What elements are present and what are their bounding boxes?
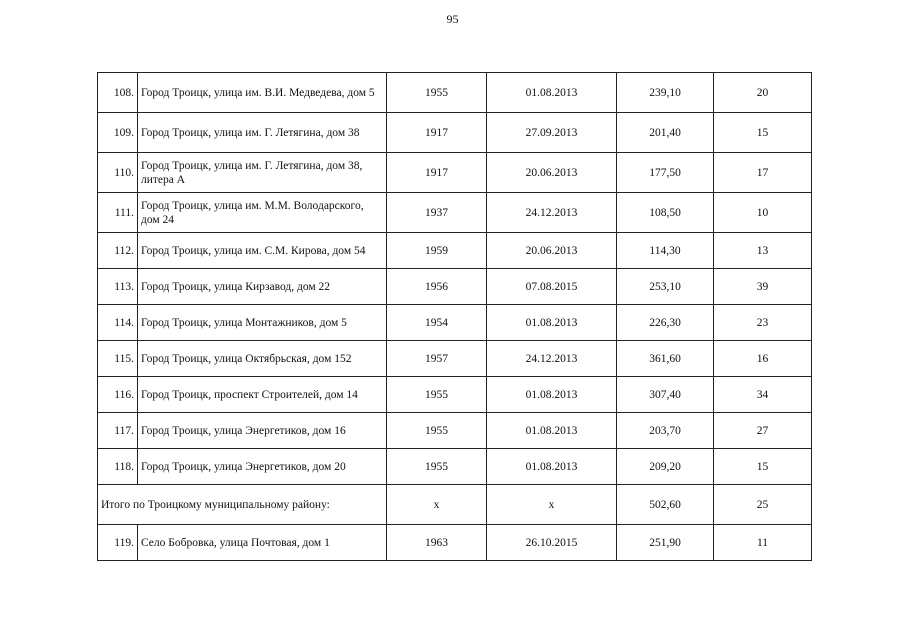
row-date: 01.08.2013 [487,305,617,341]
table-row [98,193,812,233]
row-address: Город Троицк, улица Энергетиков, дом 16 [138,413,387,449]
row-date: 20.06.2013 [487,233,617,269]
table-row [98,113,812,153]
row-number: 108. [98,73,138,113]
row-date: 01.08.2013 [487,73,617,113]
row-number: 110. [98,153,138,193]
row-area: 253,10 [617,269,714,305]
row-address: Город Троицк, улица Кирзавод, дом 22 [138,269,387,305]
row-number: 116. [98,377,138,413]
total-date: х [487,485,617,525]
table-body [98,73,812,561]
table-row [98,305,812,341]
row-date: 01.08.2013 [487,377,617,413]
row-area: 114,30 [617,233,714,269]
table-row [98,413,812,449]
row-area: 209,20 [617,449,714,485]
row-year: 1917 [387,113,487,153]
row-year: 1956 [387,269,487,305]
row-area: 108,50 [617,193,714,233]
row-area: 177,50 [617,153,714,193]
table-row [98,525,812,561]
row-count: 17 [714,153,812,193]
row-number: 119. [98,525,138,561]
row-count: 10 [714,193,812,233]
row-address: Город Троицк, улица им. В.И. Медведева, дом 5 [138,73,387,113]
table-row [98,269,812,305]
table-row [98,341,812,377]
row-year: 1955 [387,449,487,485]
total-year: х [387,485,487,525]
row-address: Город Троицк, улица им. М.М. Володарского, дом 24 [138,193,387,233]
row-year: 1954 [387,305,487,341]
row-date: 01.08.2013 [487,413,617,449]
row-address: Город Троицк, улица Монтажников, дом 5 [138,305,387,341]
row-address: Город Троицк, улица им. Г. Летягина, дом 38, литера А [138,153,387,193]
row-number: 111. [98,193,138,233]
total-area: 502,60 [617,485,714,525]
total-label: Итого по Троицкому муниципальному району: [98,485,387,525]
row-date: 24.12.2013 [487,341,617,377]
row-number: 112. [98,233,138,269]
row-count: 16 [714,341,812,377]
row-address: Город Троицк, улица Октябрьская, дом 152 [138,341,387,377]
row-year: 1963 [387,525,487,561]
row-count: 11 [714,525,812,561]
total-row [98,485,812,525]
table-row [98,233,812,269]
row-address: Город Троицк, проспект Строителей, дом 14 [138,377,387,413]
row-number: 115. [98,341,138,377]
row-count: 13 [714,233,812,269]
row-year: 1957 [387,341,487,377]
row-number: 114. [98,305,138,341]
row-date: 20.06.2013 [487,153,617,193]
page-number: 95 [446,12,459,26]
row-year: 1955 [387,377,487,413]
row-year: 1959 [387,233,487,269]
total-count: 25 [714,485,812,525]
row-number: 109. [98,113,138,153]
row-date: 07.08.2015 [487,269,617,305]
row-year: 1917 [387,153,487,193]
housing-registry-table [97,72,812,561]
row-address: Город Троицк, улица им. С.М. Кирова, дом 54 [138,233,387,269]
table-row [98,153,812,193]
row-number: 117. [98,413,138,449]
row-count: 23 [714,305,812,341]
row-date: 26.10.2015 [487,525,617,561]
table-row [98,449,812,485]
row-area: 361,60 [617,341,714,377]
row-count: 15 [714,113,812,153]
row-number: 113. [98,269,138,305]
row-address: Город Троицк, улица Энергетиков, дом 20 [138,449,387,485]
row-date: 24.12.2013 [487,193,617,233]
row-number: 118. [98,449,138,485]
row-address: Город Троицк, улица им. Г. Летягина, дом 38 [138,113,387,153]
table-row [98,377,812,413]
row-date: 27.09.2013 [487,113,617,153]
row-year: 1955 [387,73,487,113]
row-area: 203,70 [617,413,714,449]
row-address: Село Бобровка, улица Почтовая, дом 1 [138,525,387,561]
table-row [98,73,812,113]
row-area: 201,40 [617,113,714,153]
row-count: 15 [714,449,812,485]
row-area: 226,30 [617,305,714,341]
row-area: 239,10 [617,73,714,113]
row-year: 1955 [387,413,487,449]
row-date: 01.08.2013 [487,449,617,485]
row-area: 251,90 [617,525,714,561]
row-count: 20 [714,73,812,113]
row-count: 39 [714,269,812,305]
row-area: 307,40 [617,377,714,413]
row-count: 27 [714,413,812,449]
row-year: 1937 [387,193,487,233]
row-count: 34 [714,377,812,413]
